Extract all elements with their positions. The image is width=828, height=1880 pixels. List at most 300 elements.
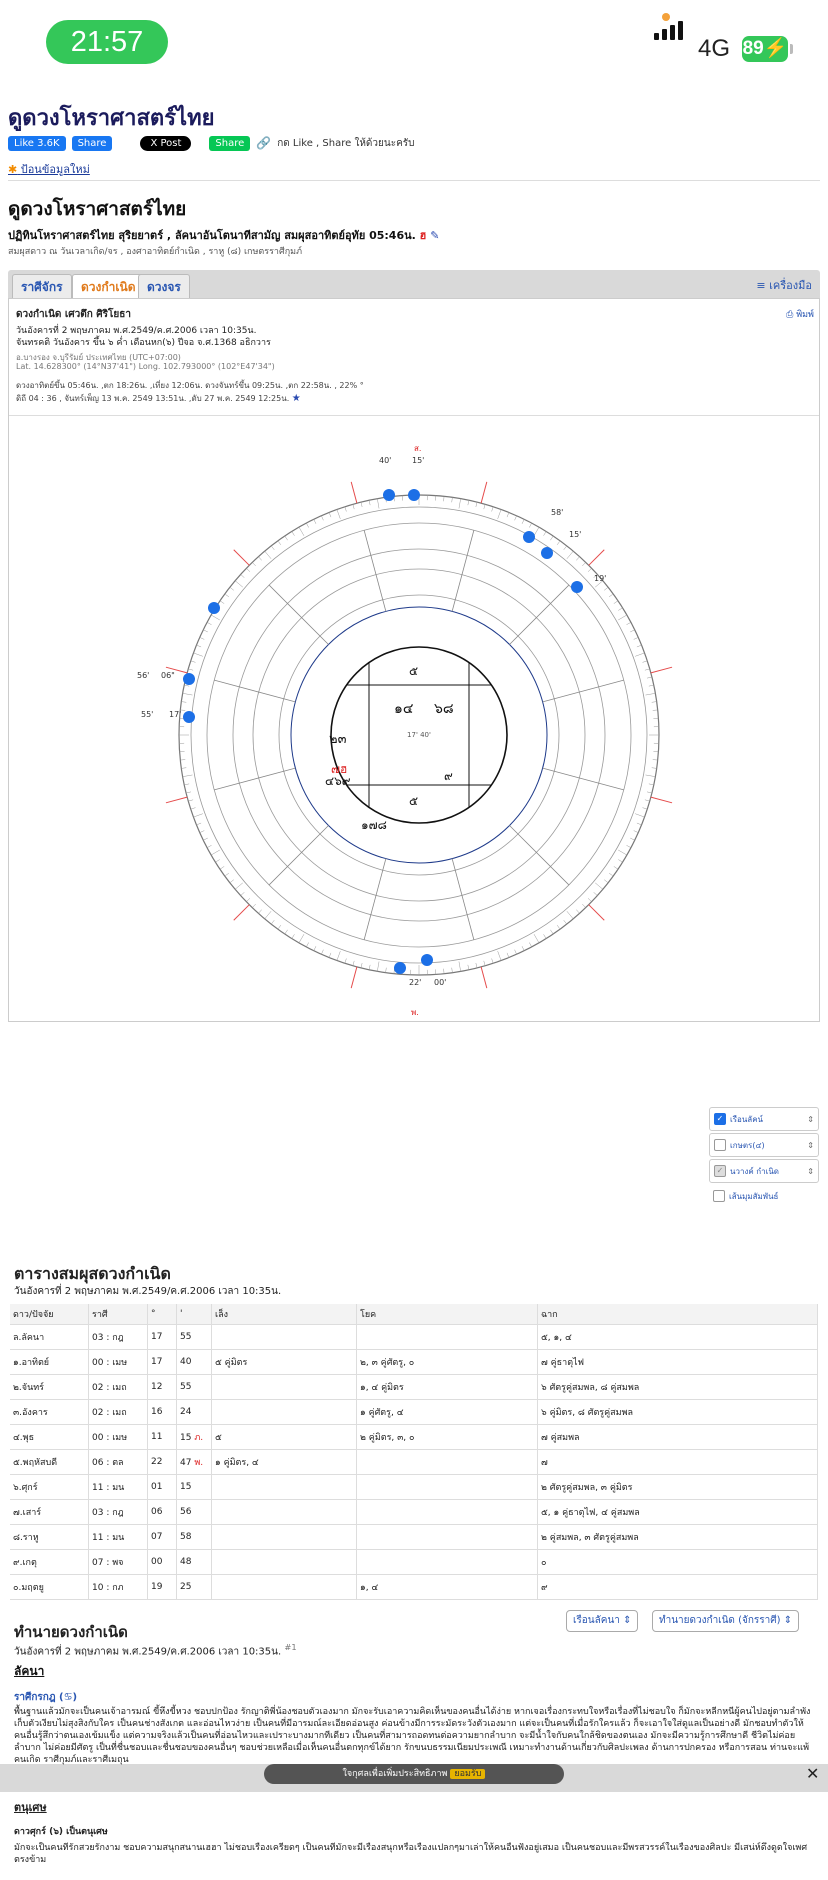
degree-tick: [230, 880, 234, 883]
clock: 21:57: [46, 20, 168, 64]
table-cell: 00 : เมษ: [89, 1350, 148, 1375]
house-spoke: [510, 826, 569, 885]
table-cell: 19: [148, 1575, 177, 1600]
tab-transit[interactable]: ดวงจร: [138, 274, 190, 299]
table-row: [10, 1475, 818, 1500]
birth-place: อ.บางรอง จ.บุรีรัมย์ ประเทศไทย (UTC+07:00): [16, 351, 181, 364]
degree-tick: [604, 880, 608, 883]
table-cell: ๖.ศุกร์: [10, 1475, 89, 1500]
degree-tick: [235, 581, 243, 587]
calendar-info: [8, 226, 439, 244]
degree-tick: [188, 800, 193, 801]
tab-birth-chart[interactable]: ดวงกำเนิด: [72, 274, 145, 299]
degree-tick: [292, 531, 295, 535]
degree-tick: [595, 883, 603, 889]
site-title[interactable]: ดูดวงโหราศาสตร์ไทย: [8, 100, 214, 135]
degree-tick: [515, 516, 517, 521]
degree-tick: [529, 523, 531, 527]
degree-tick: [271, 546, 274, 550]
degree-tick: [361, 963, 362, 968]
house-spoke: [364, 859, 386, 940]
degree-tick: [550, 930, 553, 934]
table-cell: ๖ คู่มิตร, ๘ ศัตรูคู่สมพล: [538, 1400, 818, 1425]
table-cell: ๕, ๑ คู่ธาตุไฟ, ๔ คู่สมพล: [538, 1500, 818, 1525]
house-spoke: [452, 859, 474, 940]
center-label: 17' 40': [407, 731, 431, 739]
degree-tick: [285, 930, 288, 934]
table-cell: 24: [177, 1400, 212, 1425]
retro-mark: ภ.: [191, 1433, 203, 1443]
table-cell: ๕ คู่มิตร: [212, 1350, 357, 1375]
table-cell: 12: [148, 1375, 177, 1400]
table-row: [10, 1350, 818, 1375]
degree-tick: [200, 831, 205, 833]
degree-tick: [634, 831, 639, 833]
sign-boundary: [234, 550, 250, 566]
degree-tick: [459, 499, 461, 509]
table-row: [10, 1325, 818, 1350]
degree-tick: [534, 934, 539, 943]
degree-tick: [649, 685, 654, 686]
battery-level: 89: [743, 38, 764, 59]
sign-boundary: [589, 905, 605, 921]
col-trine: โยค: [357, 1304, 538, 1325]
share-row: [8, 134, 415, 152]
table-row: [10, 1450, 818, 1475]
table-cell: ๐.มฤตยู: [10, 1575, 89, 1600]
tab-zodiac[interactable]: ราศีจักร: [12, 274, 72, 299]
sign-boundary: [351, 482, 357, 503]
house-spoke: [269, 826, 328, 885]
degree-tick: [576, 910, 579, 914]
table-cell: [357, 1475, 538, 1500]
degree-tick: [361, 502, 362, 507]
degree-tick: [193, 814, 202, 817]
table-cell: [212, 1500, 357, 1525]
house-select[interactable]: เรือนลัคนา ⇕: [566, 1610, 638, 1632]
checkbox[interactable]: [713, 1190, 725, 1202]
house-spoke: [543, 680, 624, 702]
status-bar: [0, 0, 828, 90]
table-cell: 07 : พจ: [89, 1550, 148, 1575]
degree-tick: [645, 800, 650, 801]
degree-tick: [345, 958, 347, 963]
close-icon[interactable]: ✕: [806, 1764, 819, 1783]
degree-tick: [180, 760, 185, 761]
prediction-title: ทำนายดวงกำเนิด: [14, 1620, 128, 1644]
degree-tick: [230, 587, 234, 590]
option-aspect-lines[interactable]: [709, 1185, 819, 1207]
table-cell: 40: [177, 1350, 212, 1375]
planet-marker[interactable]: [408, 489, 420, 501]
deg-label: พ.: [411, 1008, 419, 1017]
table-cell: ๒ คู่สมพล, ๓ ศัตรูคู่สมพล: [538, 1525, 818, 1550]
degree-tick: [492, 507, 494, 512]
option-house[interactable]: [709, 1107, 819, 1131]
deg-label: ส.: [414, 445, 421, 453]
degree-tick: [626, 845, 630, 847]
table-cell: 55: [177, 1375, 212, 1400]
mark-icon[interactable]: ฮ: [420, 229, 427, 242]
degree-tick: [647, 677, 652, 678]
degree-tick: [468, 965, 469, 970]
table-row: [10, 1575, 818, 1600]
degree-tick: [225, 873, 229, 876]
sign-boundary: [481, 482, 487, 503]
degree-tick: [567, 911, 573, 919]
degree-tick: [444, 969, 445, 974]
line-share-button[interactable]: Share: [209, 136, 250, 151]
tanu-description: มักจะเป็นคนที่รักสวยรักงาม ชอบความสนุกสนานเฮฮา ไม่ชอบเรื่องเครียดๆ เป็นคนที่มักจะมีเรื่องสนุกหรือเรื่องแปลกๆมาเล่าให้คนอื่นฟังอยู่เสมอ เป็นคนชอบและมีพรสวรรค์ในเรื่องของศิลปะ มีเสน่ห์ดึงดูดใจเพศตรงข้าม: [14, 1842, 814, 1880]
col-square: ฉาก: [538, 1304, 818, 1325]
cookie-banner: [264, 1764, 564, 1784]
table-cell: ๑ คู่ศัตรู, ๔: [357, 1400, 538, 1425]
table-cell: [357, 1525, 538, 1550]
table-cell: ๑, ๔: [357, 1575, 538, 1600]
house-spoke: [214, 680, 295, 702]
degree-tick: [191, 661, 196, 663]
degree-tick: [588, 568, 592, 571]
tanu-subheading: ดาวศุกร์ (๖) เป็นตนุเศษ: [14, 1824, 108, 1838]
degree-tick: [191, 808, 196, 810]
degree-tick: [246, 568, 250, 571]
table-cell: [212, 1325, 357, 1350]
degree-tick: [642, 808, 647, 810]
planet-marker[interactable]: [208, 602, 220, 614]
table-cell: 56: [177, 1500, 212, 1525]
table-cell: [212, 1375, 357, 1400]
lagna-heading: ลัคนา: [14, 1662, 44, 1681]
chevron-updown-icon[interactable]: ⇕: [807, 1115, 814, 1124]
degree-tick: [265, 551, 271, 559]
degree-tick: [576, 557, 579, 561]
house-spoke: [364, 530, 386, 611]
degree-tick: [299, 934, 304, 943]
table-row: [10, 1550, 818, 1575]
col-opposition: เล็ง: [212, 1304, 357, 1325]
battery-nub: [790, 44, 793, 54]
deg-label: 15': [569, 530, 581, 539]
degree-tick: [646, 693, 656, 695]
deg-label: 06": [161, 671, 175, 680]
table-row: [10, 1425, 818, 1450]
table-cell: 06: [148, 1500, 177, 1525]
table-body: [10, 1325, 818, 1600]
checkbox[interactable]: ✓: [714, 1165, 726, 1177]
degree-tick: [642, 661, 647, 663]
col-degree: °: [148, 1304, 177, 1325]
degree-tick: [484, 504, 485, 509]
option-label: เรือนลัคน์: [730, 1113, 763, 1126]
table-cell: ๕: [212, 1425, 357, 1450]
chart-options: [709, 1107, 819, 1209]
tools-menu[interactable]: ≡ เครื่องมือ: [756, 276, 812, 294]
table-cell: 47 พ.: [177, 1450, 212, 1475]
star-icon: ★: [292, 393, 301, 404]
table-row: [10, 1500, 818, 1525]
degree-tick: [386, 968, 387, 973]
table-cell: 58: [177, 1525, 212, 1550]
zodiac-wheel: [129, 445, 709, 1025]
page-title: ดูดวงโหราศาสตร์ไทย: [8, 194, 186, 224]
birth-chart-panel: [8, 298, 820, 1022]
sign-heading: ราศีกรกฎ (♋): [14, 1690, 77, 1705]
degree-tick: [618, 608, 622, 611]
glyph-5: ๔๖๙: [325, 774, 351, 788]
degree-tick: [271, 920, 274, 924]
degree-tick: [634, 637, 639, 639]
tanu-heading: ตนุเศษ: [14, 1798, 47, 1816]
degree-tick: [618, 860, 622, 863]
degree-tick: [369, 965, 370, 970]
position-table-title: ตารางสมผุสดวงกำเนิด: [14, 1262, 171, 1287]
chevron-updown-icon[interactable]: ⇕: [807, 1167, 814, 1176]
degree-tick: [258, 910, 261, 914]
degree-tick: [522, 519, 524, 523]
glyph-8: ๙: [444, 769, 453, 783]
accept-button[interactable]: ยอมรับ: [450, 1769, 485, 1779]
col-minute: ': [177, 1304, 212, 1325]
degree-tick: [252, 904, 255, 908]
option-label: เกษตร(๔): [730, 1139, 765, 1152]
option-navamsa[interactable]: [709, 1159, 819, 1183]
network-type: 4G: [698, 35, 730, 63]
degree-tick: [353, 504, 354, 509]
house-spoke: [452, 530, 474, 611]
degree-tick: [314, 519, 316, 523]
table-cell: ๒ คู่มิตร, ๓, ๐: [357, 1425, 538, 1450]
select-value: ทำนายดวงกำเนิด (จักรราศี): [659, 1615, 781, 1626]
table-row: [10, 1400, 818, 1425]
deg-label: 15': [412, 456, 424, 465]
degree-tick: [637, 645, 642, 647]
table-cell: [357, 1500, 538, 1525]
coordinates: Lat. 14.628300° (14°N37'41") Long. 102.793000° (102°E47'34"): [16, 362, 275, 371]
degree-tick: [582, 904, 585, 908]
degree-tick: [635, 653, 644, 656]
degree-tick: [522, 946, 524, 950]
degree-tick: [646, 775, 656, 777]
divider: [8, 180, 820, 181]
select-value: เรือนลัคนา: [573, 1615, 620, 1626]
degree-tick: [630, 630, 634, 632]
chart-owner: ดวงกำเนิด เศวตึก ศิริโยธา: [16, 307, 131, 322]
table-cell: [212, 1525, 357, 1550]
table-cell: ๔.พุธ: [10, 1425, 89, 1450]
table-cell: ๒.จันทร์: [10, 1375, 89, 1400]
degree-tick: [647, 792, 652, 793]
table-cell: 11 : มน: [89, 1525, 148, 1550]
new-data-link[interactable]: [8, 160, 90, 178]
degree-tick: [534, 527, 539, 536]
degree-tick: [252, 562, 255, 566]
degree-tick: [492, 958, 494, 963]
chevron-updown-icon[interactable]: ⇕: [807, 1141, 814, 1150]
degree-tick: [299, 527, 304, 536]
degree-tick: [241, 574, 245, 577]
sign-description: พื้นฐานแล้วมักจะเป็นคนเจ้าอารมณ์ ขี้หึงขี้หวง ชอบปกป้อง รักญาติพี่น้องชอบตัวเองมาก มักจะรับเอาความคิดเห็นของคนอื่นได้ง่าย หากเจอเรื่องกระทบใจหรือเรื่องที่ไม่ชอบใจ ก็มักจะหลีกหนีผู้คนไปอยู่ตามลำพัง เก็บตัวเงียบไม่สุงสิงกับใคร เป็นคนช่างสังเกต และอ่อนไหวง่าย เป็นคนที่มีอารมณ์ละเอียดอ่อนสูง ค่อนข้างมีการระมัดระวังตัวเองมาก แต่จะเป็นคนที่เมื่อรักใครแล้ว ก็จะเอาใจใส่ดูแลเป็นอย่างดี มักชอบทำตัวให้คนอื่นรู้สึกว่าตนเองเข้มแข็ง แต่ความจริงแล้วเป็นคนที่อ่อนไหวและเปราะบางมากทีเดียว เป็นคนที่สามารถอดทนต่อความยากลำบาก จะมีน้ำใจกับคนใกล้ชิดของตนเอง มักจะมีความรู้การศึกษาดี ชีวิตไม่ค่อยลำบาก ไม่ค่อยมีศัตรู เป็นที่ชื่นชอบและชื่นชอบของคนอื่นๆ ชอบช่วยเหลือเมื่อเห็นคนอื่นตกทุกข์ได้ยาก รักขนบธรรมเนียมประเพณี เหมาะทำงานด้านเกี่ยวกับศิลปะเพลง ด้านการปกครอง หรือการสอน ท่านจะแพ้คนเกิด ราศีกุมภ์และราศีเมถุน: [14, 1706, 814, 1766]
print-label: พิมพ์: [796, 310, 814, 320]
degree-tick: [604, 587, 608, 590]
col-sign: ราศี: [89, 1304, 148, 1325]
degree-tick: [452, 968, 453, 973]
degree-tick: [321, 950, 323, 955]
edit-icon[interactable]: ✎: [430, 229, 439, 242]
table-row: [10, 1375, 818, 1400]
degree-tick: [635, 814, 644, 817]
position-table-subtitle: วันอังคารที่ 2 พฤษภาคม พ.ศ.2549/ค.ศ.2006 เวลา 10:35น.: [14, 1284, 281, 1299]
planet-marker[interactable]: [383, 489, 395, 501]
divider: [9, 415, 819, 416]
degree-tick: [564, 546, 567, 550]
degree-tick: [345, 507, 347, 512]
degree-tick: [196, 823, 201, 825]
table-cell: 00: [148, 1550, 177, 1575]
new-data-label: ป้อนข้อมูลใหม่: [21, 163, 90, 176]
planet-marker[interactable]: [571, 581, 583, 593]
prediction-subtitle: [14, 1642, 297, 1659]
planet-marker[interactable]: [183, 711, 195, 723]
table-cell: 15: [177, 1475, 212, 1500]
degree-tick: [630, 838, 634, 840]
degree-tick: [278, 925, 281, 929]
degree-tick: [241, 892, 245, 895]
glyph-3: ๒๓: [329, 732, 347, 747]
house-spoke: [510, 585, 569, 644]
checkbox[interactable]: ✓: [714, 1113, 726, 1125]
facebook-share-button[interactable]: Share: [72, 136, 113, 151]
lunar-date: จันทรคติ วันอังคาร ขึ้น ๖ ค่ำ เดือนหก(๖) ปีจอ จ.ศ.1368 อธิกวาร: [16, 335, 271, 349]
planet-marker[interactable]: [523, 531, 535, 543]
degree-tick: [235, 883, 243, 889]
degree-tick: [207, 845, 211, 847]
degree-tick: [203, 838, 207, 840]
degree-tick: [211, 615, 220, 620]
sign-boundary: [481, 967, 487, 988]
degree-tick: [653, 710, 658, 711]
sun-moon-times: ดวงอาทิตย์ขึ้น 05:46น. ,ตก 18:26น. ,เที่ยง 12:06น. ดวงจันทร์ขึ้น 09:25น. ,ตก 22:58น. , 22% °: [16, 379, 364, 392]
table-cell: ๓.อังคาร: [10, 1400, 89, 1425]
table-cell: 16: [148, 1400, 177, 1425]
degree-tick: [507, 953, 509, 958]
glyph-1: ๑๔: [394, 701, 413, 717]
degree-tick: [582, 562, 585, 566]
table-cell: 25: [177, 1575, 212, 1600]
table-cell: [357, 1450, 538, 1475]
table-cell: 07: [148, 1525, 177, 1550]
battery-icon: 89⚡: [742, 36, 788, 62]
table-cell: 11 : มน: [89, 1475, 148, 1500]
degree-tick: [306, 523, 308, 527]
degree-tick: [183, 775, 193, 777]
x-post-button[interactable]: X Post: [140, 136, 191, 151]
degree-tick: [444, 496, 445, 501]
glyph-7: ๕: [409, 794, 418, 808]
checkbox[interactable]: [714, 1139, 726, 1151]
degree-tick: [618, 615, 627, 620]
facebook-like-button[interactable]: Like 3.6K: [8, 136, 66, 151]
degree-tick: [265, 911, 271, 919]
degree-tick: [329, 953, 331, 958]
glyph-4: ๗ฮ: [331, 762, 347, 776]
planet-marker[interactable]: [394, 962, 406, 974]
deg-label: 56': [137, 671, 149, 680]
table-cell: 02 : เมถ: [89, 1375, 148, 1400]
footnote-ref[interactable]: #1: [284, 1642, 296, 1652]
sign-boundary: [166, 797, 187, 803]
planet-marker[interactable]: [421, 954, 433, 966]
degree-tick: [193, 653, 202, 656]
print-button[interactable]: ⎙ พิมพ์: [786, 307, 814, 321]
degree-tick: [220, 866, 224, 869]
table-cell: 48: [177, 1550, 212, 1575]
degree-tick: [377, 499, 379, 509]
table-cell: 03 : กฎ: [89, 1500, 148, 1525]
degree-tick: [614, 866, 618, 869]
sign-boundary: [651, 797, 672, 803]
position-table: [10, 1304, 818, 1600]
degree-tick: [459, 962, 461, 972]
degree-tick: [544, 934, 547, 938]
table-cell: ๘.ราหู: [10, 1525, 89, 1550]
degree-tick: [452, 497, 453, 502]
table-cell: [212, 1550, 357, 1575]
table-cell: ๐: [538, 1550, 818, 1575]
planet-marker[interactable]: [183, 673, 195, 685]
degree-tick: [353, 961, 354, 966]
glyph-6: ๑๗๘: [361, 818, 387, 832]
table-cell: 11: [148, 1425, 177, 1450]
degree-tick: [186, 792, 191, 793]
degree-tick: [594, 892, 598, 895]
deg-label: 58': [551, 508, 563, 517]
table-header-row: [10, 1304, 818, 1325]
cookie-text: ใจกุศลเพื่อเพิ่มประสิทธิภาพ: [343, 1769, 448, 1779]
degree-tick: [468, 500, 469, 505]
planet-marker[interactable]: [541, 547, 553, 559]
star-icon: ✱: [8, 163, 17, 176]
sign-boundary: [351, 967, 357, 988]
table-cell: ๗ คู่ธาตุไฟ: [538, 1350, 818, 1375]
degree-tick: [246, 898, 250, 901]
degree-tick: [285, 536, 288, 540]
table-cell: [357, 1325, 538, 1350]
degree-tick: [652, 702, 657, 703]
degree-tick: [557, 541, 560, 545]
sign-boundary: [234, 905, 250, 921]
birth-date: วันอังคารที่ 2 พฤษภาคม พ.ศ.2549/ค.ศ.2006 เวลา 10:35น.: [16, 323, 256, 337]
table-cell: 17: [148, 1350, 177, 1375]
deg-label: 00': [434, 978, 446, 987]
degree-tick: [200, 637, 205, 639]
calendar-info-2: สมผุสดาว ณ วันเวลาเกิด/จร , องศาอาทิตย์กำเนิด , ราหู (๘) เกษตรราศีกุมภ์: [8, 244, 302, 258]
deg-label: 19': [594, 574, 606, 583]
link-icon[interactable]: 🔗: [256, 136, 271, 150]
table-cell: ล.ลัคนา: [10, 1325, 89, 1350]
option-kaset[interactable]: [709, 1133, 819, 1157]
degree-tick: [377, 962, 379, 972]
table-cell: [212, 1400, 357, 1425]
degree-tick: [188, 669, 193, 670]
house-spoke: [269, 585, 328, 644]
table-cell: [212, 1475, 357, 1500]
share-note: กด Like , Share ให้ด้วยนะครับ: [277, 136, 414, 151]
prediction-type-select[interactable]: ทำนายดวงกำเนิด (จักรราศี) ⇕: [652, 1610, 799, 1632]
degree-tick: [498, 951, 501, 960]
calendar-line: ปฏิทินโหราศาสตร์ไทย สุริยยาตร์ , ลัคนาอันโตนาทีสามัญ สมผุสอาทิตย์อุทัย 05:46น.: [8, 229, 416, 242]
degree-tick: [278, 541, 281, 545]
table-cell: ๑ คู่มิตร, ๔: [212, 1450, 357, 1475]
